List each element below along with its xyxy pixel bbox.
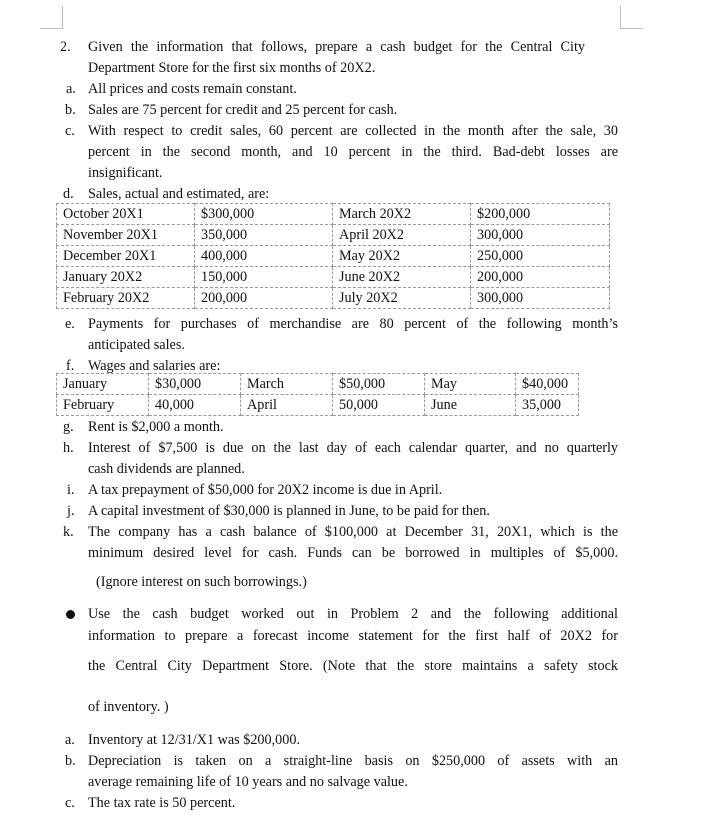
sales-table-row [57, 267, 610, 288]
wages-table [56, 373, 579, 416]
table-cell: October 20X1 [57, 204, 195, 225]
item-k-line1: The company has a cash balance of $100,000 at December 31, 20X1, which is the [88, 524, 618, 540]
table-cell: $30,000 [149, 374, 241, 395]
sales-table-row [57, 288, 610, 309]
page-corner-mark-left [40, 6, 63, 29]
followup-line2: information to prepare a forecast income statement for the first half of 20X2 for [88, 628, 618, 644]
table-cell: 300,000 [471, 225, 610, 246]
item-g-label: g. [63, 419, 74, 435]
followup-c-label: c. [65, 795, 75, 811]
item-h-line2: cash dividends are planned. [88, 461, 245, 477]
sales-table-row [57, 225, 610, 246]
table-cell: 300,000 [471, 288, 610, 309]
item-b-label: b. [65, 102, 76, 118]
item-c-line3: insignificant. [88, 165, 163, 181]
followup-a-text: Inventory at 12/31/X1 was $200,000. [88, 732, 300, 748]
table-cell: 50,000 [333, 395, 425, 416]
followup-b-line2: average remaining life of 10 years and no salvage value. [88, 774, 408, 790]
table-cell: January [57, 374, 149, 395]
followup-b-line1: Depreciation is taken on a straight-line basis on $250,000 of assets with an [88, 753, 618, 769]
item-c-line2: percent in the second month, and 10 percent in the third. Bad-debt losses are [88, 144, 618, 160]
item-e-line1: Payments for purchases of merchandise are 80 percent of the following month’s [88, 316, 618, 332]
problem-number: 2. [60, 39, 71, 55]
followup-line1: Use the cash budget worked out in Problem 2 and the following additional [88, 606, 618, 622]
table-cell: $200,000 [471, 204, 610, 225]
item-i-label: i. [67, 482, 75, 498]
table-cell: November 20X1 [57, 225, 195, 246]
table-cell: July 20X2 [333, 288, 471, 309]
item-f-text: Wages and salaries are: [88, 358, 221, 374]
table-cell: March 20X2 [333, 204, 471, 225]
table-cell: January 20X2 [57, 267, 195, 288]
table-cell: 250,000 [471, 246, 610, 267]
item-j-label: j. [67, 503, 75, 519]
sales-table-row [57, 204, 610, 225]
item-k-line2: minimum desired level for cash. Funds can be borrowed in multiples of $5,000. [88, 545, 618, 561]
item-i-text: A tax prepayment of $50,000 for 20X2 income is due in April. [88, 482, 443, 498]
bullet-icon [66, 610, 75, 619]
problem-intro-line2: Department Store for the first six months of 20X2. [88, 60, 376, 76]
table-cell: 200,000 [471, 267, 610, 288]
table-cell: 350,000 [195, 225, 333, 246]
table-cell: June [425, 395, 516, 416]
table-cell: May 20X2 [333, 246, 471, 267]
borrowing-note: (Ignore interest on such borrowings.) [96, 574, 307, 590]
table-cell: 35,000 [516, 395, 579, 416]
item-h-line1: Interest of $7,500 is due on the last day of each calendar quarter, and no quarterly [88, 440, 618, 456]
item-e-label: e. [65, 316, 75, 332]
table-cell: February [57, 395, 149, 416]
item-f-label: f. [66, 358, 75, 374]
item-g-text: Rent is $2,000 a month. [88, 419, 224, 435]
problem-intro-line1: Given the information that follows, prepare a cash budget for the Central City [88, 39, 585, 55]
table-cell: May [425, 374, 516, 395]
table-cell: February 20X2 [57, 288, 195, 309]
item-h-label: h. [63, 440, 74, 456]
item-d-label: d. [63, 186, 74, 202]
table-cell: 40,000 [149, 395, 241, 416]
item-j-text: A capital investment of $30,000 is planned in June, to be paid for then. [88, 503, 490, 519]
table-cell: December 20X1 [57, 246, 195, 267]
followup-b-label: b. [65, 753, 76, 769]
item-d-text: Sales, actual and estimated, are: [88, 186, 270, 202]
table-cell: $300,000 [195, 204, 333, 225]
item-c-line1: With respect to credit sales, 60 percent are collected in the month after the sale, 30 [88, 123, 618, 139]
followup-c-text: The tax rate is 50 percent. [88, 795, 236, 811]
wages-table-row [57, 374, 579, 395]
table-cell: 200,000 [195, 288, 333, 309]
table-cell: $40,000 [516, 374, 579, 395]
table-cell: March [241, 374, 333, 395]
table-cell: April [241, 395, 333, 416]
followup-a-label: a. [65, 732, 75, 748]
item-a-label: a. [66, 81, 76, 97]
table-cell: 150,000 [195, 267, 333, 288]
table-cell: 400,000 [195, 246, 333, 267]
item-e-line2: anticipated sales. [88, 337, 185, 353]
item-k-label: k. [63, 524, 74, 540]
item-a-text: All prices and costs remain constant. [88, 81, 297, 97]
followup-line4: of inventory. ) [88, 699, 169, 715]
sales-table-row [57, 246, 610, 267]
table-cell: April 20X2 [333, 225, 471, 246]
page-corner-mark-right [620, 6, 643, 29]
wages-table-row [57, 395, 579, 416]
item-c-label: c. [65, 123, 75, 139]
table-cell: $50,000 [333, 374, 425, 395]
followup-line3: the Central City Department Store. (Note that the store maintains a safety stock [88, 658, 618, 674]
item-b-text: Sales are 75 percent for credit and 25 percent for cash. [88, 102, 398, 118]
table-cell: June 20X2 [333, 267, 471, 288]
sales-table [56, 203, 610, 309]
